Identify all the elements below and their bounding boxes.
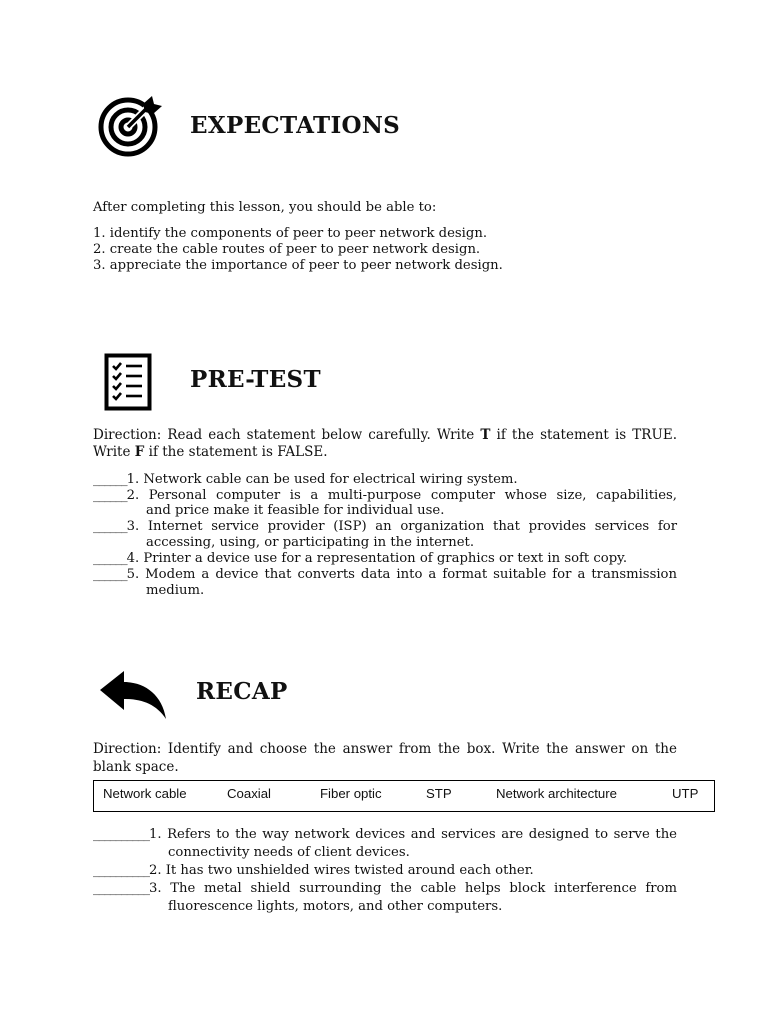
expectations-item: 2. create the cable routes of peer to peer network design. [93, 242, 481, 257]
direction-text: Write [93, 444, 135, 460]
item-text-cont: accessing, using, or participating in the internet. [146, 535, 475, 550]
false-letter: F [134, 444, 145, 460]
item-text-cont: fluorescence lights, motors, and other computers. [168, 899, 503, 914]
answer-blank: ______ [93, 472, 127, 487]
answer-blank: __________ [93, 881, 149, 896]
choice: Network architecture [496, 786, 617, 801]
choice: STP [426, 786, 452, 801]
answer-blank: ______ [93, 567, 127, 582]
choice: Fiber optic [320, 786, 382, 801]
pretest-item-2 [93, 488, 677, 504]
item-text: 3. Internet service provider (ISP) an organization that provides services for [126, 519, 677, 534]
answer-blank: __________ [93, 863, 149, 878]
expectations-title: EXPECTATIONS [190, 112, 401, 139]
choice: UTP [672, 786, 699, 801]
item-text: 3. The metal shield surrounding the cable helps block interference from [148, 881, 677, 896]
item-text: 2. It has two unshielded wires twisted around each other. [148, 863, 534, 878]
pretest-direction-line2 [93, 444, 328, 460]
target-icon [98, 96, 162, 158]
checklist-icon [104, 353, 152, 411]
item-text: 2. Personal computer is a multi-purpose computer whose size, capabilities, [126, 488, 677, 503]
choice: Coaxial [227, 786, 271, 801]
pretest-item-3 [93, 519, 677, 535]
item-text-cont: connectivity needs of client devices. [168, 845, 410, 860]
pretest-item-1 [93, 472, 677, 488]
recap-title: RECAP [196, 678, 288, 705]
item-text: 5. Modem a device that converts data into a format suitable for a transmission [126, 567, 677, 582]
answer-blank: __________ [93, 827, 149, 842]
recap-item-3 [93, 881, 677, 897]
pretest-item-5 [93, 567, 677, 583]
expectations-item: 1. identify the components of peer to peer network design. [93, 226, 488, 241]
pretest-title: PRE-TEST [190, 366, 321, 393]
answer-blank: ______ [93, 551, 127, 566]
choice: Network cable [103, 786, 187, 801]
answer-blank: ______ [93, 488, 127, 503]
item-text-cont: medium. [146, 583, 205, 598]
pretest-item-4 [93, 551, 677, 567]
answer-choices-box [93, 780, 715, 812]
direction-text: if the statement is TRUE. [490, 427, 677, 443]
recap-direction: Direction: Identify and choose the answer from the box. Write the answer on the [93, 741, 677, 757]
expectations-item: 3. appreciate the importance of peer to peer network design. [93, 258, 503, 273]
direction-text: Direction: Read each statement below carefully. Write [93, 427, 481, 443]
expectations-intro: After completing this lesson, you should be able to: [93, 200, 437, 215]
pretest-direction [93, 427, 677, 443]
recap-item-1 [93, 827, 677, 843]
true-letter: T [480, 427, 491, 443]
direction-text: if the statement is FALSE. [144, 444, 328, 460]
item-text: 1. Network cable can be used for electrical wiring system. [126, 472, 518, 487]
recap-item-2 [93, 863, 677, 879]
curved-arrow-left-icon [98, 668, 170, 722]
item-text-cont: and price make it feasible for individual use. [146, 503, 445, 518]
item-text: 4. Printer a device use for a representation of graphics or text in soft copy. [126, 551, 628, 566]
recap-direction-line2: blank space. [93, 759, 179, 775]
answer-blank: ______ [93, 519, 127, 534]
item-text: 1. Refers to the way network devices and services are designed to serve the [148, 827, 677, 842]
